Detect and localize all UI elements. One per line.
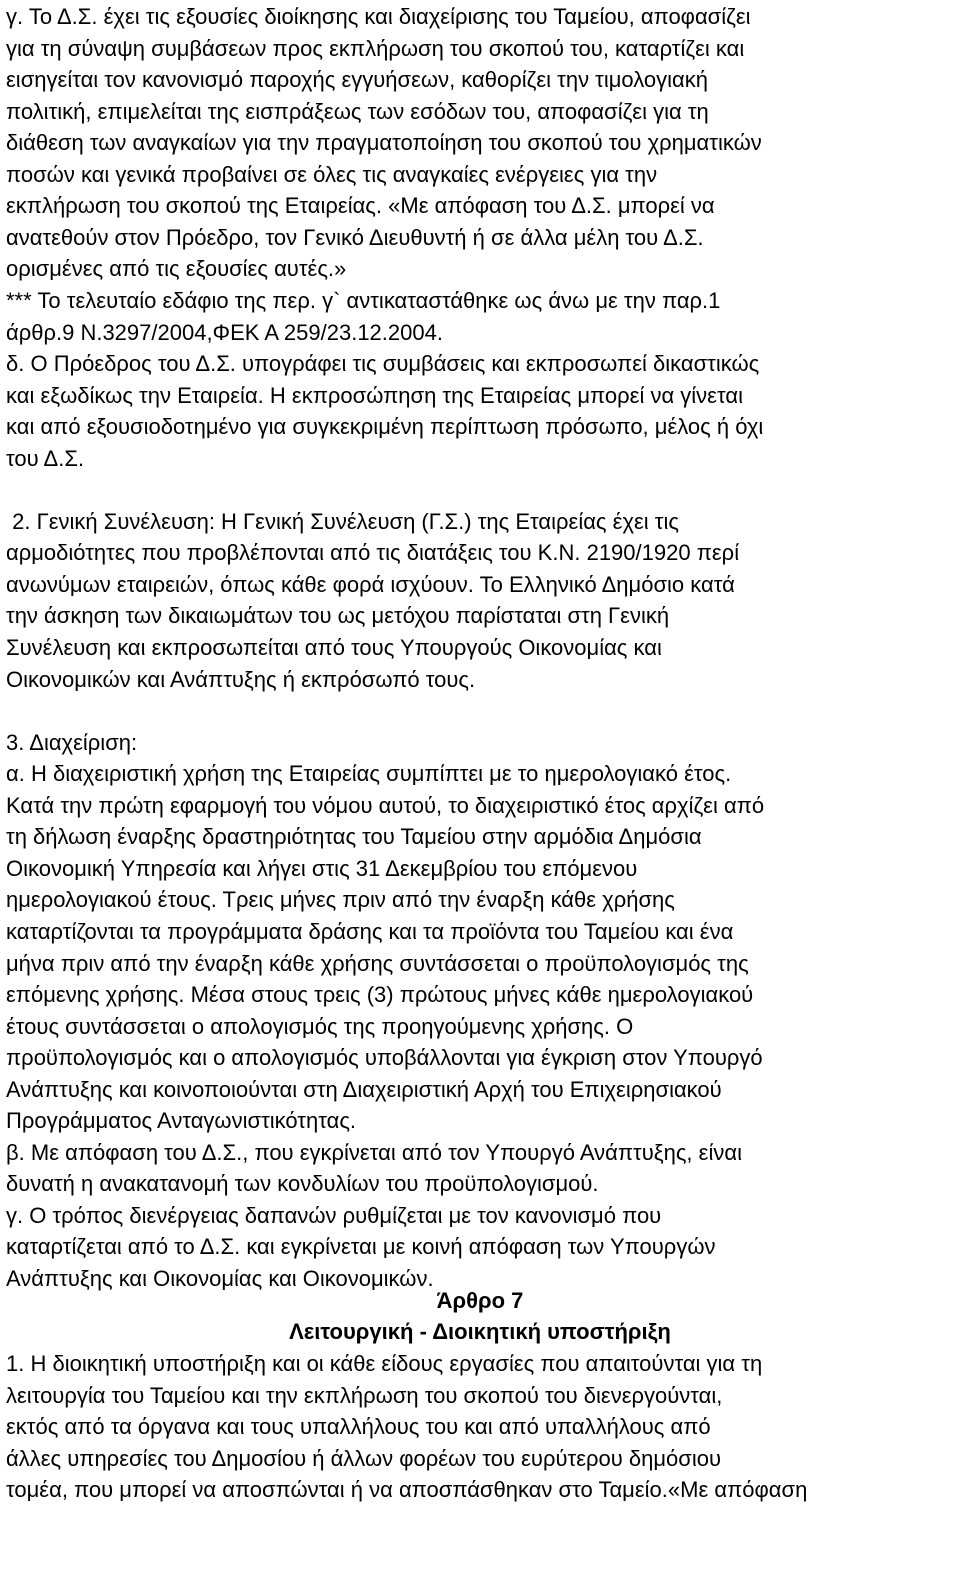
- document-line: ποσών και γενικά προβαίνει σε όλες τις αναγκαίες ενέργειες για την: [6, 161, 658, 187]
- document-line: καταρτίζεται από το Δ.Σ. και εγκρίνεται με κοινή απόφαση των Υπουργών: [6, 1234, 716, 1260]
- article-line: εκτός από τα όργανα και τους υπαλλήλους του και από υπαλλήλους από: [6, 1414, 711, 1439]
- article-line: τομέα, που μπορεί να αποσπώνται ή να αποσπάσθηκαν στο Ταμείο.«Με απόφαση: [6, 1477, 808, 1502]
- article-title: Λειτουργική - Διοικητική υποστήριξη: [289, 1319, 671, 1344]
- document-line: άρθρ.9 Ν.3297/2004,ΦΕΚ Α 259/23.12.2004.: [6, 319, 443, 345]
- document-line: 2. Γενική Συνέλευση: Η Γενική Συνέλευση (Γ.Σ.) της Εταιρείας έχει τις: [6, 508, 679, 534]
- document-line: α. Η διαχειριστική χρήση της Εταιρείας συμπίπτει με το ημερολογιακό έτος.: [6, 761, 732, 787]
- document-line: την άσκηση των δικαιωμάτων του ως μετόχου παρίσταται στη Γενική: [6, 603, 670, 629]
- article-line: άλλες υπηρεσίες του Δημοσίου ή άλλων φορέων του ευρύτερου δημόσιου: [6, 1445, 722, 1471]
- document-line: β. Με απόφαση του Δ.Σ., που εγκρίνεται από τον Υπουργό Ανάπτυξης, είναι: [6, 1139, 742, 1165]
- document-line: έτους συντάσσεται ο απολογισμός της προηγούμενης χρήσης. Ο: [6, 1013, 634, 1039]
- document-line: για τη σύναψη συμβάσεων προς εκπλήρωση του σκοπού του, καταρτίζει και: [6, 35, 745, 61]
- document-line: επόμενης χρήσης. Μέσα στους τρεις (3) πρώτους μήνες κάθε ημερολογιακού: [6, 982, 754, 1008]
- document-line: γ. Ο τρόπος διενέργειας δαπανών ρυθμίζεται με τον κανονισμό που: [6, 1202, 662, 1228]
- document-line: και από εξουσιοδοτημένο για συγκεκριμένη περίπτωση πρόσωπο, μέλος ή όχι: [6, 414, 764, 440]
- document-line: πολιτική, επιμελείται της εισπράξεως των εσόδων του, αποφασίζει για τη: [6, 98, 709, 124]
- document-line: ανατεθούν στον Πρόεδρο, τον Γενικό Διευθυντή ή σε άλλα μέλη του Δ.Σ.: [6, 224, 704, 250]
- document-line: προϋπολογισμός και ο απολογισμός υποβάλλονται για έγκριση στον Υπουργό: [6, 1045, 763, 1071]
- document-line: καταρτίζονται τα προγράμματα δράσης και τα προϊόντα του Ταμείου και ένα: [6, 918, 734, 944]
- document-line: εισηγείται τον κανονισμό παροχής εγγυήσεων, καθορίζει την τιμολογιακή: [6, 67, 708, 93]
- document-line: Κατά την πρώτη εφαρμογή του νόμου αυτού, το διαχειριστικό έτος αρχίζει από: [6, 792, 765, 818]
- document-line: ημερολογιακού έτους. Τρεις μήνες πριν από την έναρξη κάθε χρήσης: [6, 887, 675, 913]
- document-line: διάθεση των αναγκαίων για την πραγματοποίηση του σκοπού του χρηματικών: [6, 130, 762, 156]
- document-line: γ. Το Δ.Σ. έχει τις εξουσίες διοίκησης και διαχείρισης του Ταμείου, αποφασίζει: [6, 4, 751, 29]
- document-line: ορισμένες από τις εξουσίες αυτές.»: [6, 256, 347, 282]
- document-line: δ. Ο Πρόεδρος του Δ.Σ. υπογράφει τις συμβάσεις και εκπροσωπεί δικαστικώς: [6, 351, 760, 377]
- document-line: και εξωδίκως την Εταιρεία. Η εκπροσώπηση της Εταιρείας μπορεί να γίνεται: [6, 382, 743, 408]
- document-line: ανωνύμων εταιρειών, όπως κάθε φορά ισχύουν. Το Ελληνικό Δημόσιο κατά: [6, 571, 735, 597]
- document-line: μήνα πριν από την έναρξη κάθε χρήσης συντάσσεται ο προϋπολογισμός της: [6, 950, 749, 976]
- article-line: λειτουργία του Ταμείου και την εκπλήρωση του σκοπού του διενεργούνται,: [6, 1382, 723, 1408]
- document-line: Συνέλευση και εκπροσωπείται από τους Υπουργούς Οικονομίας και: [6, 635, 662, 660]
- document-line: εκπλήρωση του σκοπού της Εταιρείας. «Με απόφαση του Δ.Σ. μπορεί να: [6, 193, 715, 219]
- document-line: Προγράμματος Ανταγωνιστικότητας.: [6, 1108, 357, 1134]
- document-line: αρμοδιότητες που προβλέπονται από τις διατάξεις του Κ.Ν. 2190/1920 περί: [6, 540, 740, 566]
- document-line: 3. Διαχείριση:: [6, 729, 138, 755]
- document-line: Οικονομικών και Ανάπτυξης ή εκπρόσωπό τους.: [6, 666, 476, 692]
- document-line: του Δ.Σ.: [6, 445, 85, 471]
- document-line: Οικονομική Υπηρεσία και λήγει στις 31 Δεκεμβρίου του επόμενου: [6, 855, 638, 881]
- document-line: τη δήλωση έναρξης δραστηριότητας του Ταμείου στην αρμόδια Δημόσια: [6, 824, 702, 850]
- article-heading: Άρθρο 7: [436, 1288, 524, 1313]
- document-line: δυνατή η ανακατανομή των κονδυλίων του προϋπολογισμού.: [6, 1171, 599, 1197]
- document-line: Ανάπτυξης και κοινοποιούνται στη Διαχειριστική Αρχή του Επιχειρησιακού: [6, 1076, 722, 1102]
- document-line: Ανάπτυξης και Οικονομίας και Οικονομικών.: [6, 1266, 434, 1291]
- document-line: *** Το τελευταίο εδάφιο της περ. γ` αντικαταστάθηκε ως άνω με την παρ.1: [6, 287, 721, 313]
- article-line: 1. Η διοικητική υποστήριξη και οι κάθε είδους εργασίες που απαιτούνται για τη: [6, 1351, 763, 1376]
